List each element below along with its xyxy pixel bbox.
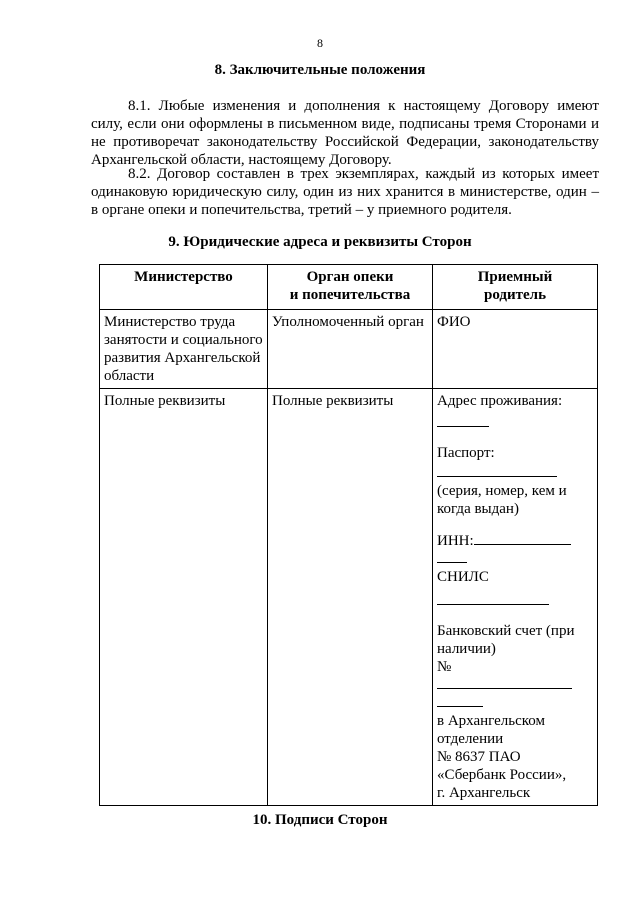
passport-hint: (серия, номер, кем и когда выдан) <box>437 483 567 517</box>
bank-account-blank-continued <box>437 694 593 712</box>
bank-number-sign: № <box>437 659 452 675</box>
inn-label: ИНН: <box>437 533 474 549</box>
inn-blank-continued <box>437 550 593 568</box>
cell-guardianship-name: Уполномоченный орган <box>268 310 433 389</box>
cell-parent-requisites <box>433 389 598 806</box>
paragraph-8-2 <box>91 165 599 219</box>
cell-parent-name: ФИО <box>433 310 598 389</box>
section-8-heading: 8. Заключительные положения <box>214 62 426 78</box>
page-number: 8 <box>317 36 323 50</box>
header-foster-parent: Приемный родитель <box>433 265 598 310</box>
paragraph-8-1 <box>91 97 599 169</box>
address-label: Адрес проживания: <box>437 393 563 409</box>
paragraph-8-1-text: 8.1. Любые изменения и дополнения к настоящему Договору имеют силу, если они оформлены в письменном виде, подписаны тремя Сторонами и не противоречат законодательству Российской Федерации, законодательству Архангельской области, настоящему Договору. <box>91 98 599 168</box>
cell-guardianship-requisites: Полные реквизиты <box>268 389 433 806</box>
table-row-requisites <box>100 389 598 806</box>
header-ministry: Министерство <box>100 265 268 310</box>
table-row-names <box>100 310 598 389</box>
requisites-table <box>99 264 598 806</box>
bank-account-blank <box>437 676 593 694</box>
section-10-heading: 10. Подписи Сторон <box>252 812 388 828</box>
snils-blank <box>437 592 593 610</box>
bank-branch: в Архангельском отделении № 8637 ПАО «Сбербанк России», г. Архангельск <box>437 713 567 801</box>
inn-field <box>437 530 593 550</box>
section-9-heading: 9. Юридические адреса и реквизиты Сторон <box>168 234 472 250</box>
address-blank <box>437 410 593 432</box>
header-guardianship: Орган опеки и попечительства <box>268 265 433 310</box>
table-header-row <box>100 265 598 310</box>
passport-label: Паспорт: <box>437 445 495 461</box>
passport-blank <box>437 462 593 482</box>
bank-account-label: Банковский счет (при наличии) <box>437 623 575 657</box>
cell-ministry-name: Министерство труда занятости и социального развития Архангельской области <box>100 310 268 389</box>
cell-ministry-requisites: Полные реквизиты <box>100 389 268 806</box>
paragraph-8-2-text: 8.2. Договор составлен в трех экземплярах, каждый из которых имеет одинаковую юридическую силу, один из них хранится в министерстве, один – в органе опеки и попечительства, третий – у приемного родителя. <box>91 166 599 218</box>
snils-label: СНИЛС <box>437 569 489 585</box>
